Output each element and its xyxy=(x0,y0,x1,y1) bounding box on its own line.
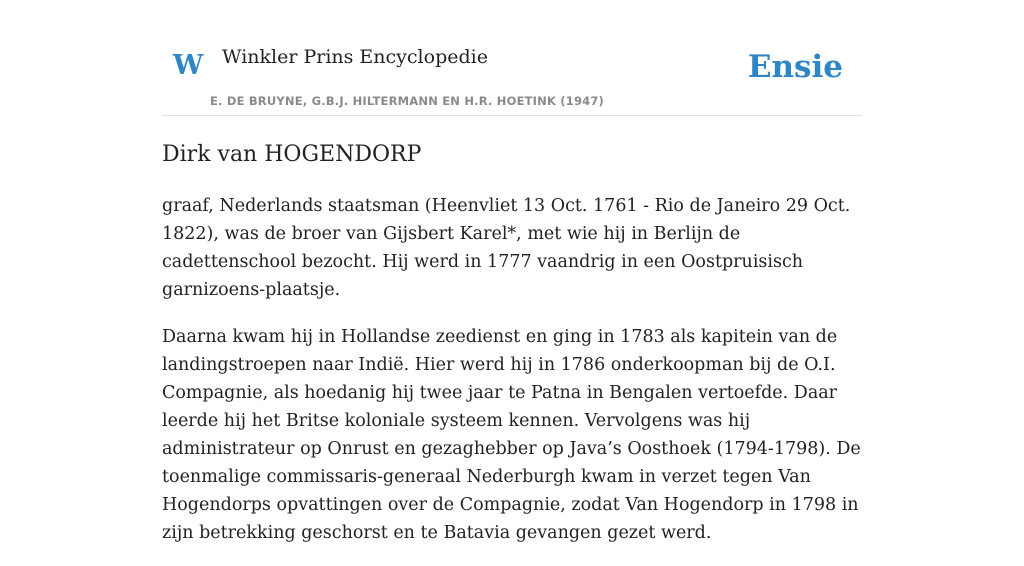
source-title[interactable]: Winkler Prins Encyclopedie xyxy=(222,46,488,68)
article-paragraph-2: Daarna kwam hij in Hollandse zeedienst en ging in 1783 als kapitein van de landingstroepen naar Indië. Hier werd hij in 1786 onderkoopman bij de O.I. Compagnie, als hoedanig hij twee jaar te Patna in Bengalen vertoefde. Daar leerde hij het Britse koloniale systeem kennen. Vervolgens was hij administrateur op Onrust en gezaghebber op Java’s Oosthoek (1794-1798). De toenmalige commissaris-generaal Nederburgh kwam in verzet tegen Van Hogendorps opvattingen over de Compagnie, zodat Van Hogendorp in 1798 in zijn betrekking geschorst en te Batavia gevangen gezet werd. xyxy=(162,327,861,543)
article-body xyxy=(162,192,862,566)
source-header xyxy=(162,40,862,116)
ensie-logo[interactable]: Ensie xyxy=(747,49,843,85)
source-logo[interactable]: W xyxy=(173,50,204,81)
article-title: Dirk van HOGENDORP xyxy=(162,142,422,167)
source-authors: E. DE BRUYNE, G.B.J. HILTERMANN EN H.R. HOETINK (1947) xyxy=(210,94,605,108)
article-paragraph-1: graaf, Nederlands staatsman (Heenvliet 13 Oct. 1761 - Rio de Janeiro 29 Oct. 1822), was de broer van Gijsbert Karel*, met wie hij in Berlijn de cadettenschool bezocht. Hij werd in 1777 vaandrig in een Oostpruisisch garnizoens-plaatsje. xyxy=(162,196,851,300)
